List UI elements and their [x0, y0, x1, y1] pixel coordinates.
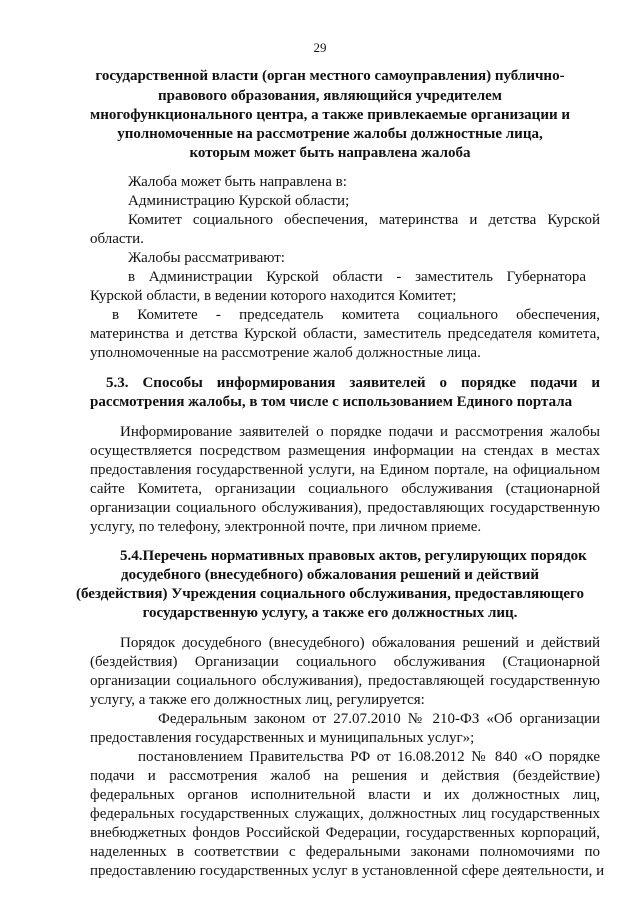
paragraph-line: области. — [90, 231, 144, 247]
paragraph-line: осуществляется посредством размещения информации на стендах в местах — [90, 443, 600, 459]
paragraph-line: Курской области, в ведении которого находится Комитет; — [90, 288, 457, 304]
section-heading-5-4: 5.4.Перечень нормативных правовых актов, регулирующих порядок — [120, 548, 587, 564]
paragraph-line: Администрацию Курской области; — [128, 193, 350, 209]
paragraph-line: постановлением Правительства РФ от 16.08.2012 № 840 «О порядке — [138, 749, 600, 765]
paragraph-line: услугу, а также его должностных лиц, регулируется: — [90, 692, 425, 708]
section-heading-5-4: досудебного (внесудебного) обжалования решений и действий — [121, 567, 539, 583]
paragraph-line: в Администрации Курской области - заместитель Губернатора — [128, 269, 586, 285]
paragraph-line: предоставления государственной услуги, на Едином портале, на официальном — [90, 462, 600, 478]
paragraph-line: внебюджетных фондов Российской Федерации, государственных корпораций, — [90, 825, 600, 841]
heading-line: уполномоченные на рассмотрение жалобы должностные лица, — [117, 126, 543, 142]
paragraph-line: Жалобы рассматривают: — [128, 250, 285, 266]
paragraph-line: наделенных в соответствии с федеральными законами полномочиями по — [90, 844, 600, 860]
paragraph-line: (бездействия) Организации социального обслуживания (Стационарной — [90, 654, 600, 670]
heading-line: государственной власти (орган местного самоуправления) публично- — [95, 68, 565, 84]
heading-line: которым может быть направлена жалоба — [189, 145, 471, 161]
paragraph-line: предоставлению государственных услуг в установленной сфере деятельности, и — [90, 863, 605, 879]
paragraph-line: сайте Комитета, организации социального обслуживания (стационарной — [90, 481, 600, 497]
paragraph-line: в Комитете - председатель комитета социального обеспечения, — [112, 307, 600, 323]
section-heading-5-4: государственную услугу, а также его должностных лиц. — [142, 605, 518, 621]
paragraph-line: материнства и детства Курской области, заместитель председателя комитета, — [90, 326, 600, 342]
paragraph-line: федеральных органов исполнительной власти и их должностных лиц, — [90, 787, 600, 803]
paragraph-line: Информирование заявителей о порядке подачи и рассмотрения жалобы — [120, 424, 600, 440]
paragraph-line: подачи и рассмотрения жалоб на решения и действия (бездействие) — [90, 768, 600, 784]
heading-line: многофункционального центра, а также привлекаемые организации и — [90, 107, 570, 123]
paragraph-line: Федеральным законом от 27.07.2010 № 210-ФЗ «Об организации — [158, 711, 600, 727]
section-heading-5-3: 5.3. Способы информирования заявителей о порядке подачи и — [106, 375, 600, 391]
paragraph-line: предоставления государственных и муниципальных услуг»; — [90, 730, 475, 746]
paragraph-line: уполномоченные на рассмотрение жалоб должностные лица. — [90, 345, 481, 361]
paragraph-line: федеральных государственных служащих, должностных лиц государственных — [90, 806, 600, 822]
paragraph-line: Комитет социального обеспечения, материнства и детства Курской — [128, 212, 600, 228]
paragraph-line: организации социального обслуживания), предоставляющей государственную — [90, 673, 600, 689]
section-heading-5-4: (бездействия) Учреждения социального обслуживания, предоставляющего — [75, 586, 584, 602]
paragraph-line: Жалоба может быть направлена в: — [128, 174, 347, 190]
paragraph-line: услугу, по телефону, электронной почте, при личном приеме. — [90, 519, 482, 535]
heading-line: правового образования, являющийся учредителем — [158, 88, 502, 104]
paragraph-line: организации социального обслуживания), предоставляющих государственную — [90, 500, 600, 516]
page-number: 29 — [313, 40, 327, 55]
section-heading-5-3: рассмотрения жалобы, в том числе с использованием Единого портала — [90, 394, 573, 410]
paragraph-line: Порядок досудебного (внесудебного) обжалования решений и действий — [120, 635, 600, 651]
